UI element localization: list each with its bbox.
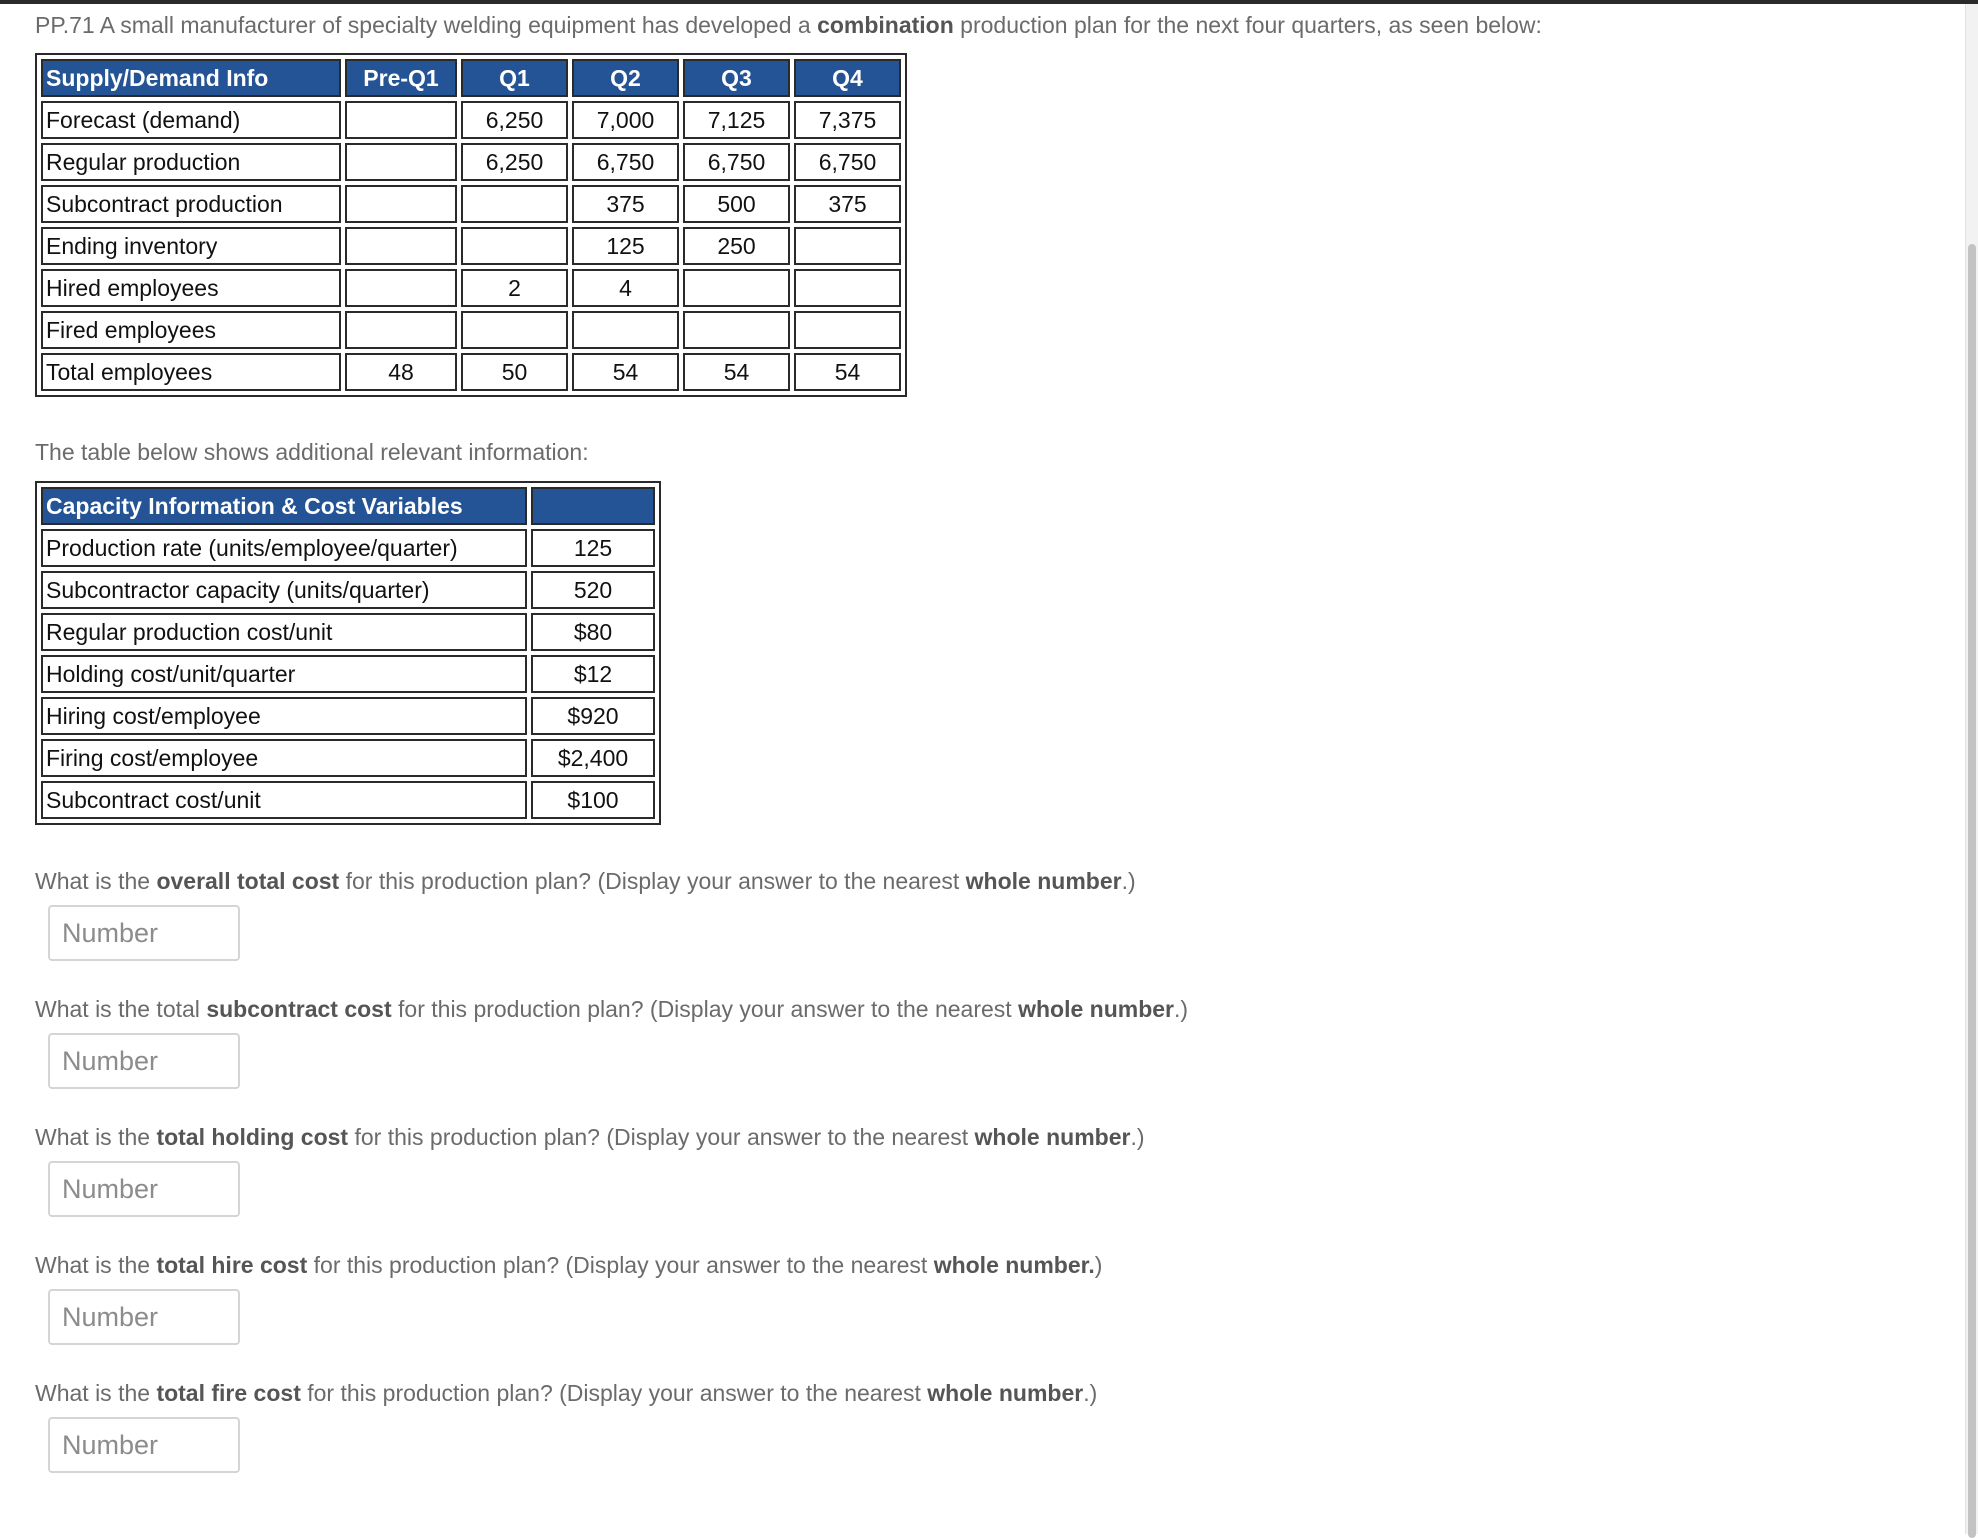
table-cell: 6,750 [572, 143, 679, 181]
question-bold-term: total fire cost [156, 1380, 301, 1406]
question-text [35, 994, 1188, 1024]
table-cell: 54 [572, 353, 679, 391]
table-row [41, 185, 901, 223]
row-label: Subcontract production [41, 185, 341, 223]
question-bold-term: whole number [965, 868, 1122, 894]
table-cell: $920 [531, 697, 655, 735]
column-header: Supply/Demand Info [41, 59, 341, 97]
column-header [531, 487, 655, 525]
problem-intro [35, 10, 1935, 40]
row-label: Hired employees [41, 269, 341, 307]
table-cell [683, 311, 790, 349]
table-cell: 125 [572, 227, 679, 265]
table-cell: $80 [531, 613, 655, 651]
table-cell: $12 [531, 655, 655, 693]
question-part: What is the total [35, 996, 207, 1022]
column-header: Pre-Q1 [345, 59, 457, 97]
table-cell: $2,400 [531, 739, 655, 777]
table-row [41, 353, 901, 391]
table-cell: 6,750 [794, 143, 901, 181]
table-cell: 54 [794, 353, 901, 391]
question-part: What is the [35, 1252, 157, 1278]
row-label: Forecast (demand) [41, 101, 341, 139]
row-label: Regular production [41, 143, 341, 181]
table-cell: 7,125 [683, 101, 790, 139]
row-label: Firing cost/employee [41, 739, 527, 777]
question-hire-cost [35, 1250, 1102, 1345]
fire-cost-input[interactable] [48, 1417, 240, 1473]
question-bold-term: subcontract cost [206, 996, 392, 1022]
table-header-row [41, 59, 901, 97]
column-header: Q4 [794, 59, 901, 97]
hire-cost-input[interactable] [48, 1289, 240, 1345]
row-label: Hiring cost/employee [41, 697, 527, 735]
question-text [35, 1378, 1097, 1408]
additional-info-caption: The table below shows additional relevant information: [35, 439, 589, 465]
table-row [41, 311, 901, 349]
table-row [41, 781, 655, 819]
question-bold-term: whole number [1018, 996, 1174, 1022]
holding-cost-input[interactable] [48, 1161, 240, 1217]
table-cell: 6,750 [683, 143, 790, 181]
table-cell [345, 185, 457, 223]
table-cell: 6,250 [461, 101, 568, 139]
question-subcontract-cost [35, 994, 1188, 1089]
row-label: Total employees [41, 353, 341, 391]
intro-text: PP.71 A small manufacturer of specialty welding equipment has developed a [35, 12, 818, 38]
row-label: Fired employees [41, 311, 341, 349]
question-text [35, 1250, 1102, 1280]
table-cell: 500 [683, 185, 790, 223]
question-overall-total-cost [35, 866, 1136, 961]
scrollbar-thumb[interactable] [1968, 244, 1976, 1538]
table-row [41, 613, 655, 651]
overall-total-cost-input[interactable] [48, 905, 240, 961]
table-row [41, 739, 655, 777]
question-bold-term: total holding cost [156, 1124, 349, 1150]
question-bold-term: whole number [927, 1380, 1084, 1406]
table-row [41, 227, 901, 265]
question-part: What is the [35, 1124, 157, 1150]
row-label: Subcontract cost/unit [41, 781, 527, 819]
table-row [41, 697, 655, 735]
question-part: ) [1094, 1252, 1103, 1278]
table-cell: 6,250 [461, 143, 568, 181]
question-text [35, 866, 1136, 896]
question-bold-term: total hire cost [156, 1252, 308, 1278]
table-cell: 375 [794, 185, 901, 223]
table-cell: 125 [531, 529, 655, 567]
question-bold-term: whole number [974, 1124, 1131, 1150]
table-row [41, 529, 655, 567]
table-cell: 4 [572, 269, 679, 307]
problem-content [35, 10, 1935, 1406]
question-bold-term: overall total cost [156, 868, 340, 894]
table-cell [345, 269, 457, 307]
question-fire-cost [35, 1378, 1097, 1473]
table-cell [683, 269, 790, 307]
question-part: .) [1083, 1380, 1098, 1406]
question-holding-cost [35, 1122, 1145, 1217]
question-text [35, 1122, 1145, 1152]
row-label: Holding cost/unit/quarter [41, 655, 527, 693]
top-border [0, 0, 1978, 4]
question-part: .) [1130, 1124, 1145, 1150]
question-part: What is the [35, 868, 157, 894]
table-cell [794, 311, 901, 349]
table-cell [794, 269, 901, 307]
table-cell [461, 311, 568, 349]
question-part: for this production plan? (Display your answer to the nearest [348, 1124, 975, 1150]
table-row [41, 269, 901, 307]
table-cell: $100 [531, 781, 655, 819]
capacity-cost-table [35, 481, 661, 825]
question-part: .) [1121, 868, 1136, 894]
table-header-row [41, 487, 655, 525]
table-cell: 2 [461, 269, 568, 307]
column-header: Capacity Information & Cost Variables [41, 487, 527, 525]
question-bold-term: whole number. [933, 1252, 1095, 1278]
table-cell [345, 311, 457, 349]
subcontract-cost-input[interactable] [48, 1033, 240, 1089]
row-label: Regular production cost/unit [41, 613, 527, 651]
question-part: .) [1173, 996, 1189, 1022]
vertical-scrollbar[interactable] [1965, 4, 1978, 1534]
table-cell: 54 [683, 353, 790, 391]
table-cell [794, 227, 901, 265]
table-row [41, 655, 655, 693]
question-part: What is the [35, 1380, 157, 1406]
question-part: for this production plan? (Display your answer to the nearest [300, 1380, 928, 1406]
table-row [41, 571, 655, 609]
question-part: for this production plan? (Display your answer to the nearest [339, 868, 966, 894]
table-cell: 520 [531, 571, 655, 609]
row-label: Ending inventory [41, 227, 341, 265]
row-label: Production rate (units/employee/quarter) [41, 529, 527, 567]
question-part: for this production plan? (Display your answer to the nearest [307, 1252, 934, 1278]
intro-text-end: production plan for the next four quarters, as seen below: [953, 12, 1542, 38]
table-cell: 50 [461, 353, 568, 391]
table-cell [461, 185, 568, 223]
supply-demand-table [35, 53, 907, 397]
question-part: for this production plan? (Display your answer to the nearest [391, 996, 1019, 1022]
column-header: Q1 [461, 59, 568, 97]
table-row [41, 101, 901, 139]
row-label: Subcontractor capacity (units/quarter) [41, 571, 527, 609]
table-cell [461, 227, 568, 265]
table-cell: 250 [683, 227, 790, 265]
column-header: Q3 [683, 59, 790, 97]
table-row [41, 143, 901, 181]
table-cell [345, 101, 457, 139]
table-cell [572, 311, 679, 349]
intro-bold-term: combination [817, 12, 954, 38]
table-cell: 7,375 [794, 101, 901, 139]
table-cell: 375 [572, 185, 679, 223]
table-cell: 7,000 [572, 101, 679, 139]
column-header: Q2 [572, 59, 679, 97]
table-cell [345, 227, 457, 265]
table-cell: 48 [345, 353, 457, 391]
table-cell [345, 143, 457, 181]
